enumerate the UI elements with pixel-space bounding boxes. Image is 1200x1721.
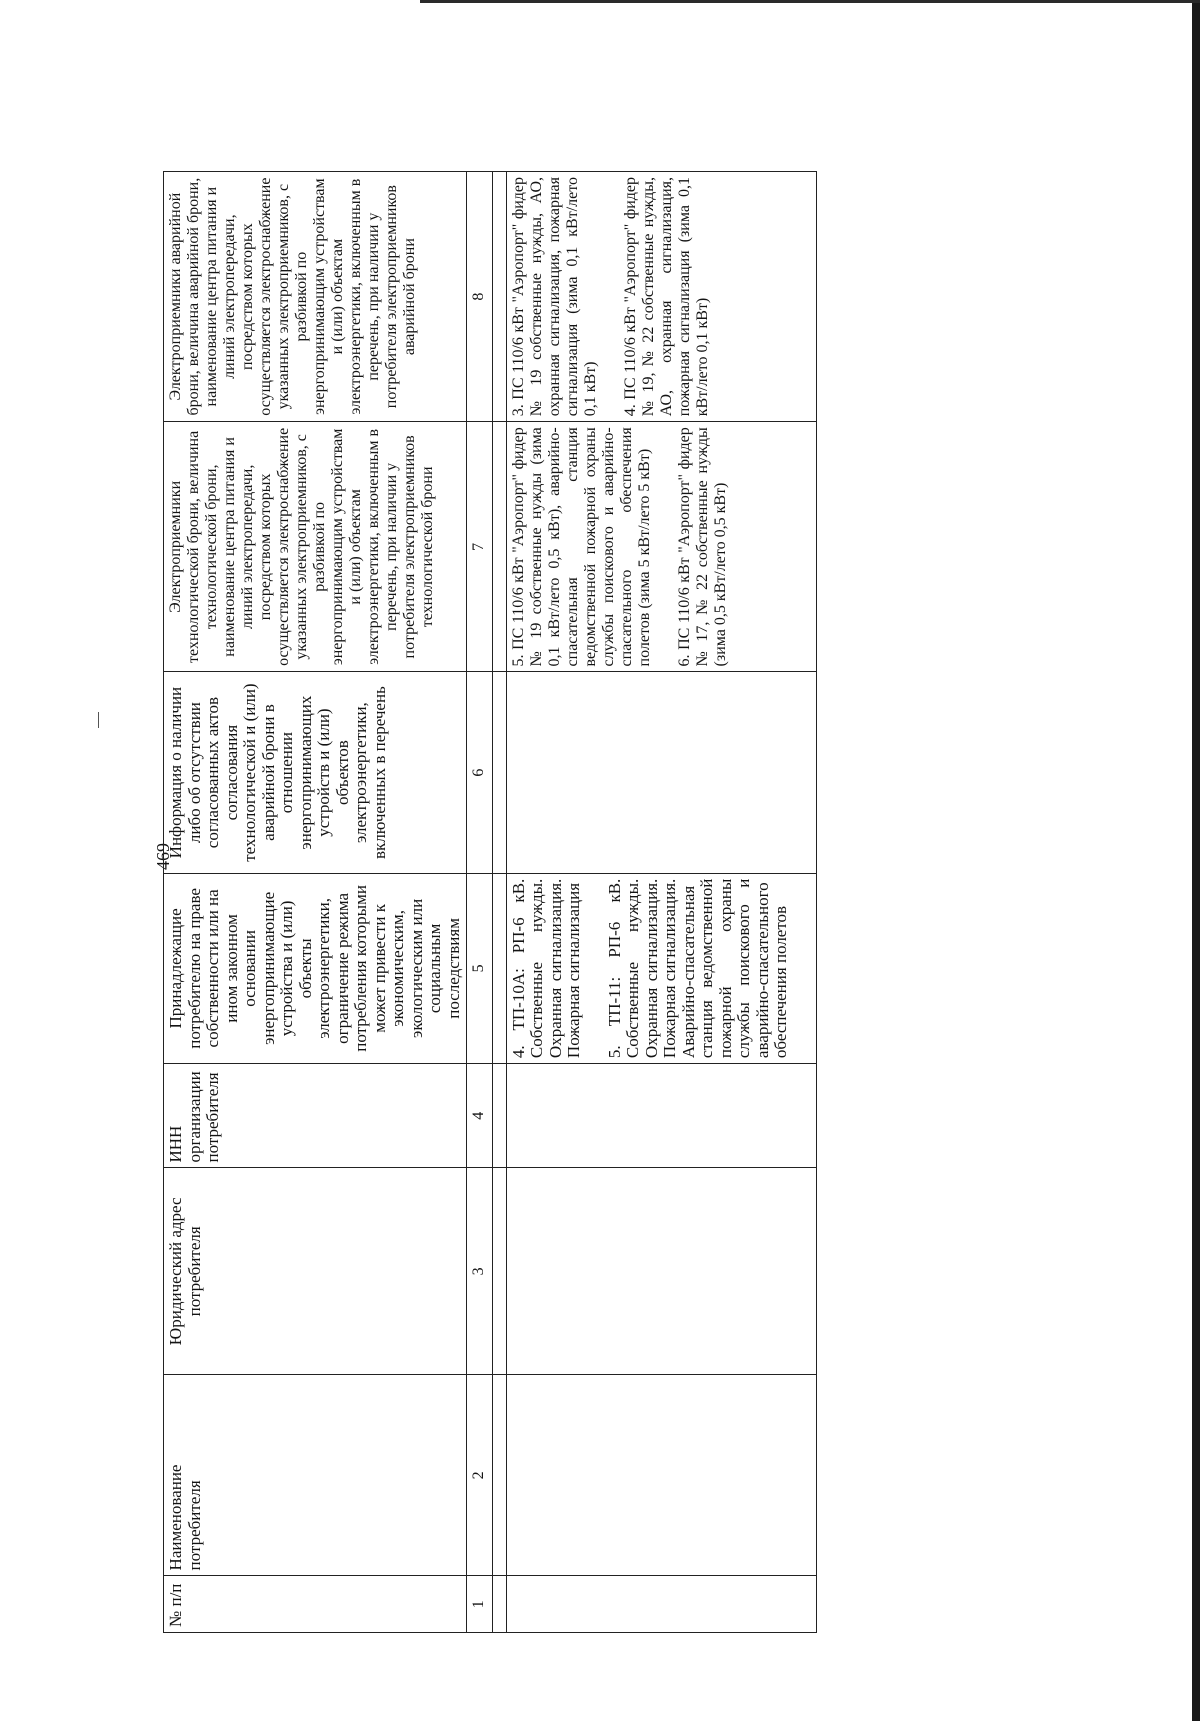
header-cell-6: Информация о наличии либо об отсутствии согласованных актов согласования технологической и (или) аварийной брони в отношении энергопринимающих устройств и (или) объектов электроэнергетики, включенных в перечень (164, 672, 467, 873)
header-cell-5: Принадлежащие потребителю на праве собственности или на ином законном основании энергопринимающие устройства и (или) объекты электроэнергетики, ограничение режима потребления которыми может привести к экономическим, экологическим или социальным последствиям (164, 873, 467, 1063)
cell-empty (506, 672, 816, 873)
header-cell-8: Электроприемники аварийной брони, величина аварийной брони, наименование центра питания и линий электропередачи, посредством которых осуществляется электроснабжение указанных электроприемников, с разбивкой по энергопринимающим устройствам и (или) объектам электроэнергетики, включенным в перечень, при наличии у потребителя электроприемников аварийной брони (164, 172, 467, 422)
cell-empty (506, 1576, 816, 1633)
cell-empty (506, 1168, 816, 1375)
tech-reserve-entry: 6. ПС 110/6 кВт "Аэропорт" фидер № 17, № 22 собственные нужды (зима 0,5 кВт/лето 0,5 кВт) (675, 427, 729, 667)
cell-empty (506, 1375, 816, 1576)
column-number-row (467, 172, 493, 1633)
tech-reserve-entry: 5. ПС 110/6 кВт "Аэропорт" фидер № 19 собственные нужды (зима 0,1 кВт/лето 0,5 кВт), аварийно-спасательная станция ведомственной пожарной охраны службы поискового и аварийно-спасательного обеспечения полетов (зима 5 кВт/лето 5 кВт) (509, 427, 653, 667)
column-number: 6 (467, 672, 493, 873)
separator-row (492, 172, 506, 1633)
emergency-reserve-entry: 3. ПС 110/6 кВт "Аэропорт" фидер № 19 собственные нужды, АО, охранная сигнализация, пожарная сигнализация (зима 0,1 кВт/лето 0,1 кВт) (509, 177, 599, 417)
emergency-reserve-entry: 4. ПС 110/6 кВт "Аэропорт" фидер № 19, № 22 собственные нужды, АО, охранная сигнализация, пожарная сигнализация (зима 0,1 кВт/лето 0,1 кВт) (621, 177, 711, 417)
header-cell-4: ИНН организации потребителя (164, 1064, 467, 1168)
column-number: 1 (467, 1576, 493, 1633)
column-number: 5 (467, 873, 493, 1063)
header-cell-1: № п/п (164, 1576, 467, 1633)
header-cell-2: Наименование потребителя (164, 1375, 467, 1576)
column-number: 2 (467, 1375, 493, 1576)
header-cell-7: Электроприемники технологической брони, величина технологической брони, наименование центра питания и линий электропередачи, посредством которых осуществляется электроснабжение указанных электроприемников, с разбивкой по энергопринимающим устройствам и (или) объектам электроэнергетики, включенным в перечень, при наличии у потребителя электроприемников технологической брони (164, 422, 467, 672)
page-number: 469 (153, 843, 173, 870)
table-row (506, 172, 816, 1633)
column-number: 7 (467, 422, 493, 672)
column-number: 4 (467, 1064, 493, 1168)
column-number: 3 (467, 1168, 493, 1375)
header-row (164, 172, 467, 1633)
column-number: 8 (467, 172, 493, 422)
equipment-entry: 4. ТП-10А: РП-6 кВ. Собственные нужды. Охранная сигнализация. Пожарная сигнализация (508, 878, 583, 1059)
consumer-table (163, 171, 817, 1633)
header-cell-3: Юридический адрес потребителя (164, 1168, 467, 1375)
cell-emergency-reserve (506, 172, 816, 422)
equipment-entry: 5. ТП-11: РП-6 кВ. Собственные нужды. Охранная сигнализация. Пожарная сигнализация. Аварийно-спасательная станция ведомственной пожарной охраны службы поискового и аварийно-спасательного обеспечения полетов (604, 878, 790, 1059)
cell-technological-reserve (506, 422, 816, 672)
cell-equipment (506, 873, 816, 1063)
cell-empty (506, 1064, 816, 1168)
